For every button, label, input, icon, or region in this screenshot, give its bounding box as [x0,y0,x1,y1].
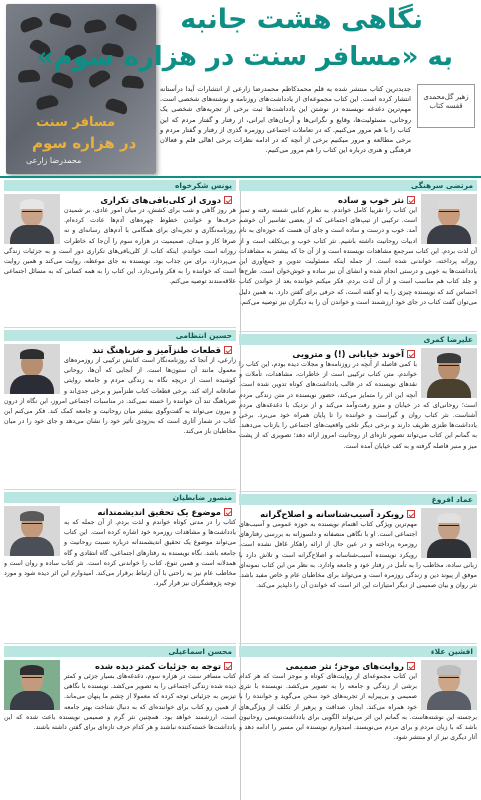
author-name-bar [4,180,236,191]
author-name: افشین علاء [430,647,473,656]
article-entezami [4,330,236,490]
cover-title: مسافر سنت [36,115,116,130]
article-title: نثر خوب و ساده [338,195,415,205]
article-kamari [239,334,477,492]
check-box-icon [224,346,232,354]
check-box-icon [407,350,415,358]
article-body: زارعی، از آنجا که روزنامه‌نگار است کتابش ترکیبی از روزمره‌های معمول مانند آن ستون‌ها است. از آنجایی که آن‌ها، روحانی کوشیده است از دریچه نگاه به زندگی مردم و جامعه روایتی صادقانه ارائه کند. برخی قطعات کتاب طنزآمیز و برخی جدی‌اند و ضرباهنگ تند آن خواننده را خسته نمی‌کند. در مناسبات اجتماعی امروز، این نگاه از درون و بیرون می‌تواند به گفت‌وگوی بیشتر میان روحانیت و جامعه کمک کند. فکر می‌کنم این کتاب در شمار آثاری است که به‌زودی تأثیر خود را نشان می‌دهد و جای خود را در میان مخاطبان باز می‌کند. [4,357,236,436]
article-title: دوری از کلی‌بافی‌های تکراری [100,195,232,205]
intro-paragraph: جدیدترین کتاب منتشر شده به قلم محمدکاظم محمدرضا زارعی از انتشارات آیدا درآستانه انتشار کرده است. این کتاب مجموعه‌ای از یادداشت‌های روزنامه و نوشته‌های شخصی است. مهم‌ترین دغدغه نویسنده در نوشتن این یادداشت‌ها ثبت برخی از تجربه‌های شخصی یک روحانی، مسئولیت‌ها، وقایع و نگرانی‌ها و آرمان‌های ایرانی، از رفتار و گفتار مردم که این کتاب را با هم مرور می‌کنیم. که در تعاملات اجتماعی روزمره گذری از رفتار و گفتار مردم و برخی مطالعه و مرور میکنیم برخی از آنچه که در ادامه نظرات برخی اهالی قلم و فعالان فرهنگی و هنری درباره این کتاب را هم مرور می‌کنیم. [160,85,411,155]
article-body: کتاب مسافر سنت در هزاره سوم، دغدغه‌های بسیار جزئی و کمتر دیده شده زندگی اجتماعی را به تصویر می‌کشد. نویسنده با نگاهی تیزبین به جزئیاتی توجه کرده که معمولا از چشم ما پنهان می‌ماند. از همین رو کتاب برای خواننده‌ای که به دنبال شناخت بهتر جامعه است، ارزشمند خواهد بود. همچنین نثر گرم و صمیمی نویسنده باعث شده که این یادداشت‌ها خسته‌کننده نباشند و هر کدام حرف تازه‌ای برای گفتن داشته باشند. [4,673,236,731]
article-body: با کمی فاصله از آنچه در روزنامه‌ها و مجلات دیده بودم، این کتاب را خواندم. متن کتاب ترکیبی است از خاطرات، مشاهدات، تأملات و نقدهای نویسنده که در قالب یادداشت‌های کوتاه تدوین شده است. آنچه این اثر را متمایز می‌کند، حضور نویسنده در متن زندگی مردم است؛ روحانی‌ای که در خیابان و مترو رفت‌وآمد می‌کند و از نزدیک با دغدغه‌های مردم آشناست. نثر کتاب روان و گیراست و خواننده را تا پایان همراه خود می‌برد. برخی یادداشت‌ها طنزی ظریف دارند و برخی دیگر تلخی واقعیت‌های اجتماعی را بازتاب می‌دهند. به گمانم این کتاب می‌تواند تصویر تازه‌ای از روحانیت امروز ارائه دهد؛ تصویری که از پشت میز و منبر فاصله گرفته و به کف خیابان آمده است. [239,361,477,450]
check-box-icon [224,662,232,670]
article-title: توجه به جزئیات کمتر دیده شده [95,661,232,671]
author-name: مرتضی سرهنگی [411,181,473,190]
article-body: کتاب را در مدتی کوتاه خواندم و لذت بردم. از آن جمله که به یادداشت‌ها و مشاهدات روزمره خود اشاره کرده است. این کتاب می‌تواند موضوع یک تحقیق اندیشمندانه درباره نسبت روحانیت و جامعه باشد. نگاه نویسنده به رفتارهای اجتماعی، گاه انتقادی و گاه همدلانه است و همین تنوع، کتاب را خواندنی کرده است. نثر کتاب ساده و روان است و مخاطب عام نیز به راحتی با آن ارتباط برقرار می‌کند. امیدوارم این اثر دیده شود و مورد توجه پژوهشگران نیز قرار گیرد. [4,519,236,588]
article-ala [239,646,477,800]
article-zabetian [4,492,236,644]
author-name-bar [239,494,477,505]
book-cover-image [6,4,156,174]
article-title: رویکرد آسیب‌شناسانه و اصلاح‌گرانه [260,509,415,519]
article-body: هر روز گاهی و شب برای کشش، در میان امور عادی، بر شمیدن حرف‌ها و خواندن خطوط چهره‌های آدم‌ها عادت کرده‌ام. روزنامه‌نگاری و تجربه‌ای برای همگامی با آدم‌های رسانه‌ای و نه صرفا کار و میدان. صمیمیت در هزاره سوم را آن‌جا که خاطرات روزانه است خواندم. اینکه کتاب از کلی‌بافی‌های تکراری دور است و به جزئیات زندگی می‌پردازد، برای من جذاب بود. نویسنده به جای موعظه، روایت می‌کند و همین روایت است که خواننده را به فکر وامی‌دارد. این کتاب را به همه کسانی که به مسائل اجتماعی علاقه‌مندند توصیه می‌کنم. [4,207,236,286]
right-column [239,180,477,800]
article-title: موضوع یک تحقیق اندیشمندانه [97,507,232,517]
author-name-bar [239,334,477,345]
check-box-icon [224,196,232,204]
author-name: عماد افروغ [431,495,473,504]
article-afrough [239,494,477,644]
cover-subtitle: در هزاره سوم [32,134,137,152]
author-name: محسن اسماعیلی [168,647,232,656]
article-title: قطعات طنزآمیز و ضرباهنگ تند [92,345,232,355]
check-box-icon [407,196,415,204]
article-esmaili [4,646,236,800]
headline-line-1: نگاهی هشت جانبه [180,4,423,35]
header-divider [0,176,481,178]
author-name-bar [239,180,477,191]
author-name-bar [4,492,236,503]
author-name-bar [239,646,477,657]
article-shokrkhah [4,180,236,328]
author-name: علیرضا کمری [423,335,473,344]
author-name: یونس شکرخواه [174,181,232,190]
author-name-bar [4,330,236,341]
left-column [4,180,236,800]
article-title: آخوند خیابانی (!) و مترویی [292,349,415,359]
headline-line-2: به «مسافر سنت در هزاره سوم» [36,42,453,72]
author-name-bar [4,646,236,657]
check-box-icon [407,510,415,518]
feature-header [0,0,481,178]
article-title: روایت‌های موجز؛ نثر صمیمی [286,661,415,671]
check-box-icon [407,662,415,670]
column-tag-box: زهیر گل‌محمدی قفسه کتاب [417,84,475,128]
article-sarhangi [239,180,477,332]
author-name: منصور ضابطیان [172,493,232,502]
check-box-icon [224,508,232,516]
article-body: مهم‌ترین ویژگی کتاب اهتمام نویسنده به حوزه عمومی و آسیب‌های اجتماعی است. او با نگاهی منصفانه و دلسوزانه به بررسی رفتارهای روزمره پرداخته و در عین حال از ارائه راهکار غافل نشده است. رویکرد نویسنده آسیب‌شناسانه و اصلاح‌گرانه است و تلاش دارد با زبانی ساده، مخاطب را به تأمل در رفتار خود و جامعه وادارد. به نظر من این کتاب نمونه‌ای موفق از پیوند دین و زندگی روزمره است و می‌تواند برای مخاطبان عام و خاص مفید باشد. نثر روان و بیان صمیمی از دیگر امتیازات این اثر است که خواندن آن را دلپذیر می‌کند. [239,521,477,590]
author-name: حسین انتظامی [175,331,232,340]
article-body: این کتاب مجموعه‌ای از روایت‌های کوتاه و موجز است که هر کدام برشی از زندگی و جامعه را به تصویر می‌کشد. نویسنده با نثری صمیمی و بی‌پیرایه از تجربه‌های خود سخن می‌گوید و خواننده را با خود همراه می‌کند. ایجاز، صداقت و پرهیز از تکلف از ویژگی‌های برجسته این نوشته‌هاست. به گمانم این اثر می‌تواند الگویی برای یادداشت‌نویسی روحانیون باشد که با زبان مردم و برای مردم می‌نویسند. امیدوارم نویسنده این مسیر را ادامه دهد و آثار دیگری نیز از او منتشر شود. [239,673,477,742]
article-body: این کتاب را تقریبا کامل خواندم. به نظرم کتابی شسته رفته و تمیز است. ترکیبی از تیپ‌های اجتماعی که از بعضی تفاسیر آن خوشم آمد. خوب و درست و ساده است و جای آن هست که حوزه‌ای به نام ادبیات روحانیت داشته باشیم. نثر کتاب خوب و بی‌تکلف است و از آن لذت بردم. این کتاب سرجمع مشاهدات نویسنده است و از آن جا که بیشتر به مشاهدات روزانه پرداخته، خواندنی شده است. از جمله اینکه مسئولیت تدوین و جمع‌آوری این یادداشت‌ها به خوبی و درستی انجام شده و انشای آن نیز ساده و خوش‌خوان است. طرح‌ها و جلد کتاب هم مناسب است و از آن لذت بردم. فکر میکنم خواننده بعد از خواندن کتاب احساس کند که نویسنده چیزی را به او گفته است، که حرفی برای گفتن دارد. به همین دلیل می‌توان گفت کتاب در جای خود ارزشمند است و خواندن آن را به دیگران نیز توصیه می‌کنم. [239,207,477,306]
cover-author: محمدرضا زارعی [26,156,82,165]
